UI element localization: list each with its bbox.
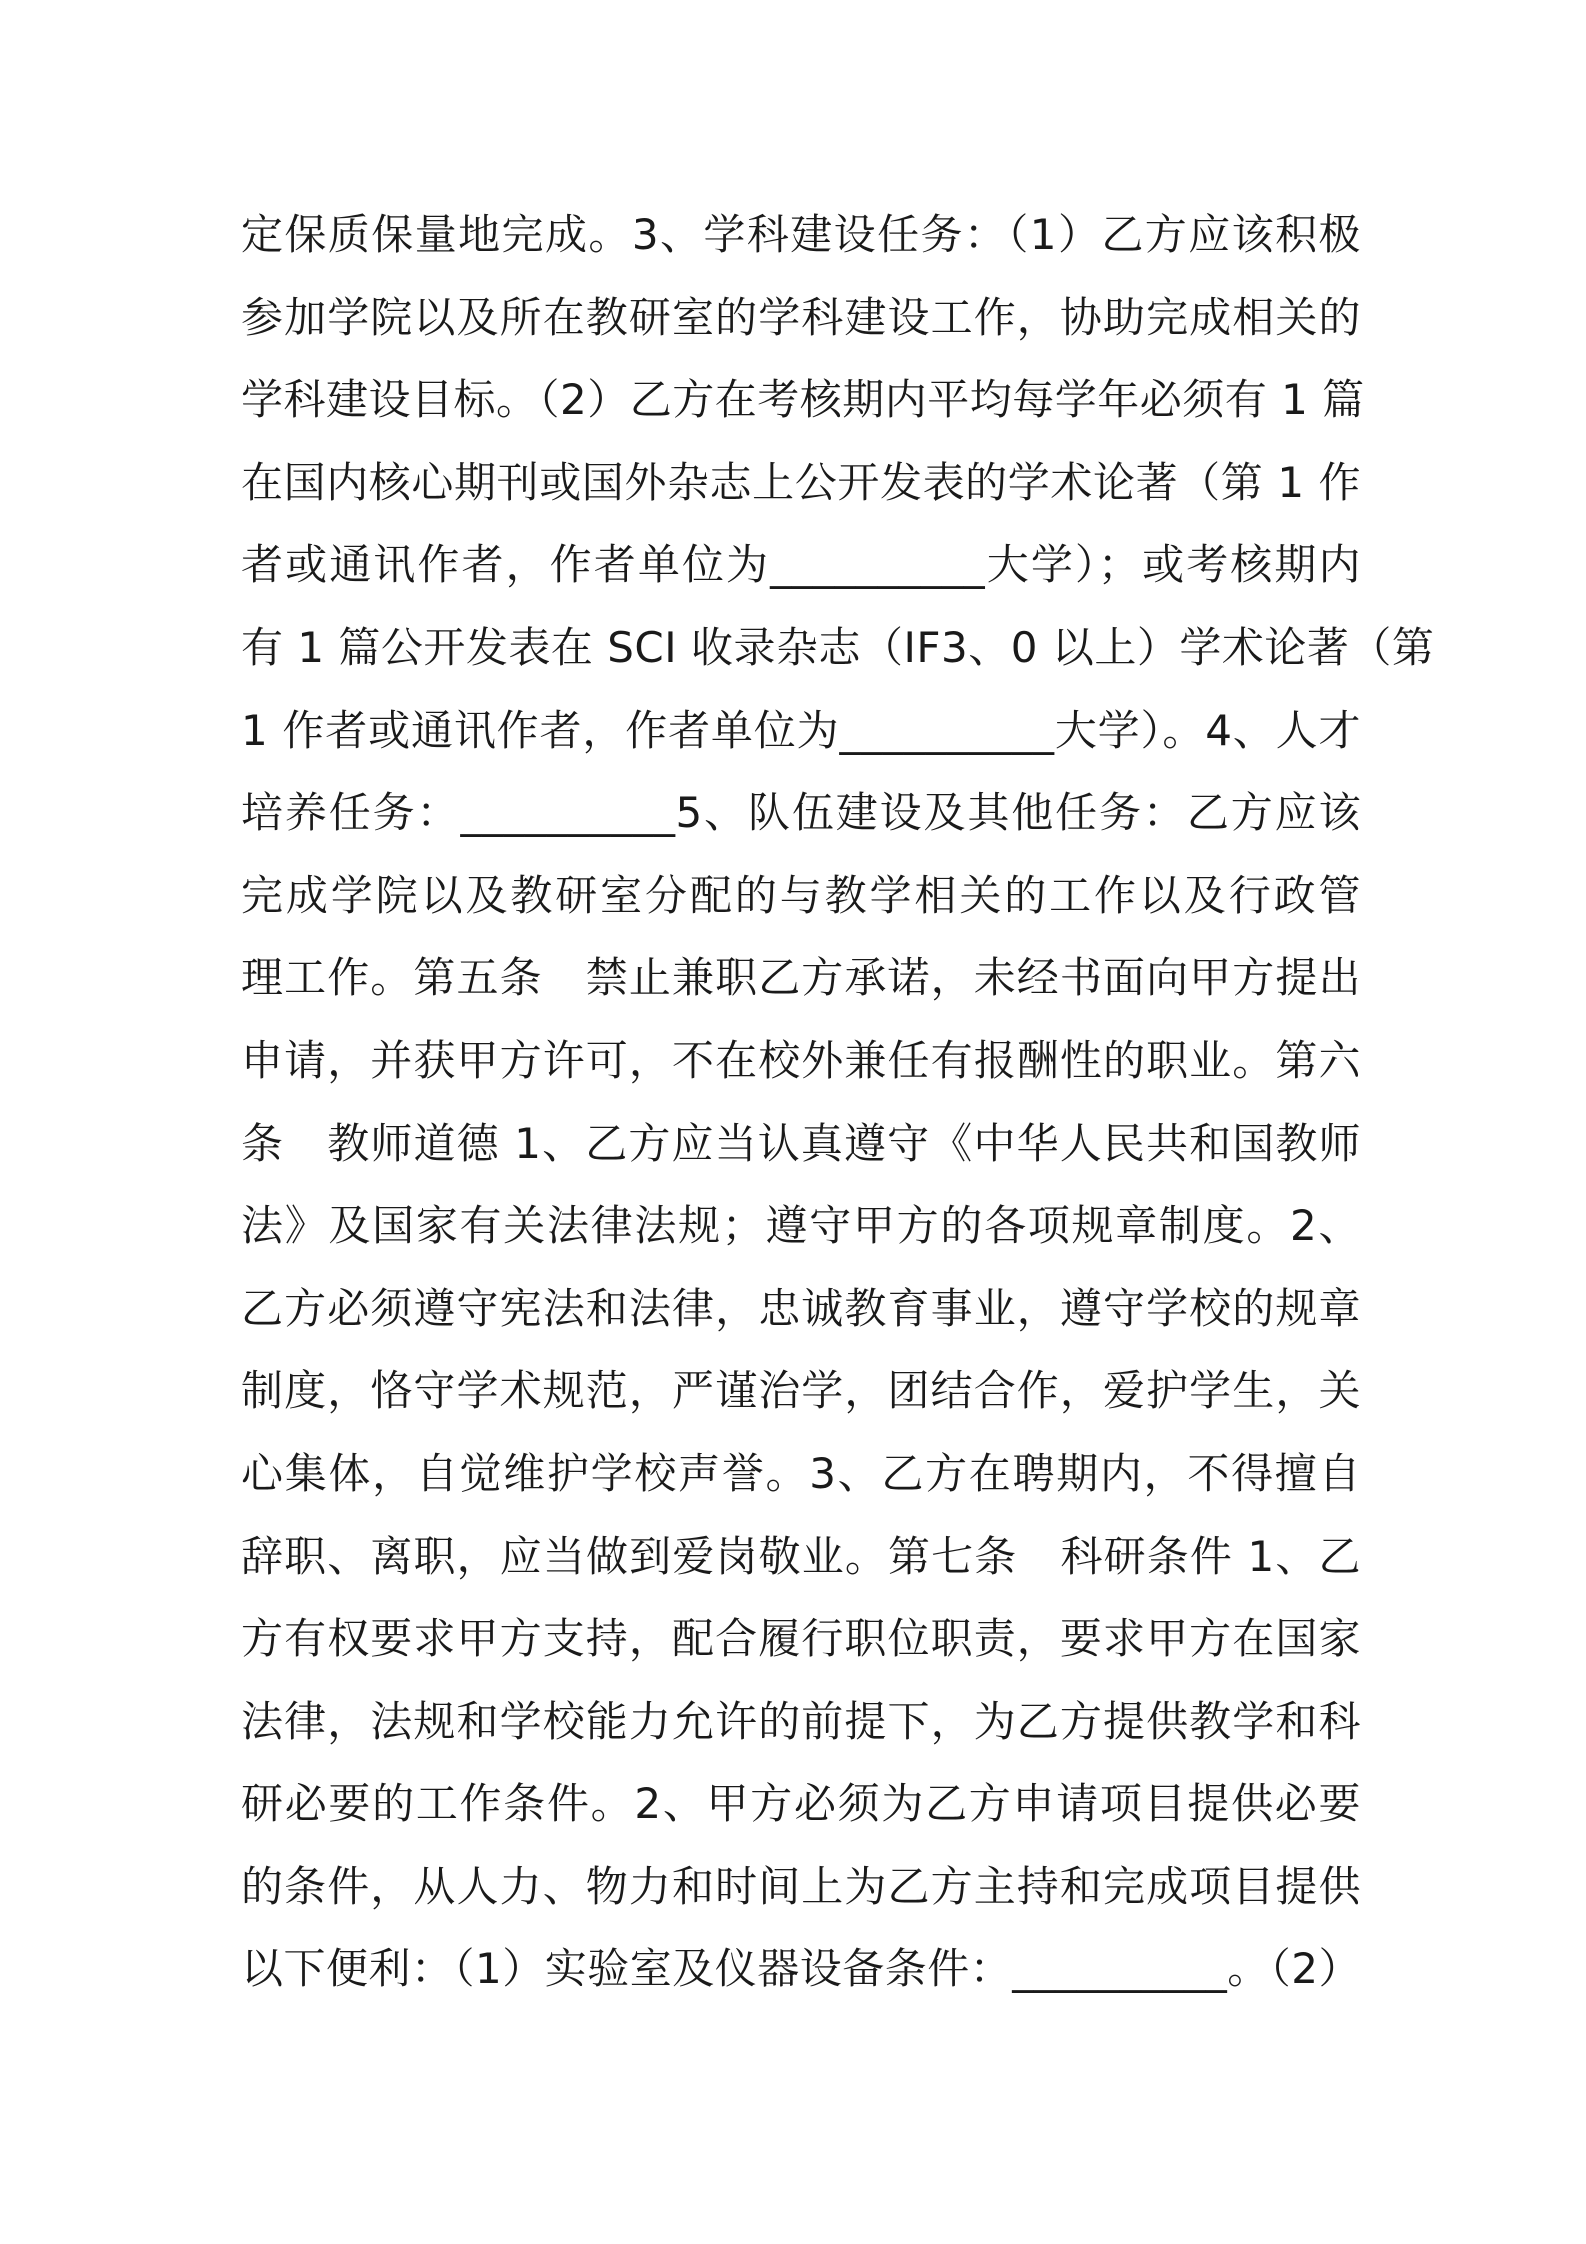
text-line-16: 心集体，自觉维护学校声誉。3、乙方在聘期内，不得擅自: [241, 1448, 1361, 1498]
body-text: [241, 194, 1435, 2011]
text-line-10: 理工作。第五条 禁止兼职乙方承诺，未经书面向甲方提出: [241, 953, 1361, 1003]
text-line-9: 完成学院以及教研室分配的与教学相关的工作以及行政管: [241, 870, 1361, 920]
text-line-19: 法律，法规和学校能力允许的前提下，为乙方提供教学和科: [241, 1696, 1361, 1746]
text-line-5: 者或通讯作者，作者单位为__________大学）；或考核期内: [241, 540, 1361, 590]
text-line-8: 培养任务：__________5、队伍建设及其他任务：乙方应该: [241, 788, 1361, 838]
text-line-3: 学科建设目标。（2）乙方在考核期内平均每学年必须有 1 篇: [241, 375, 1365, 425]
text-line-15: 制度，恪守学术规范，严谨治学，团结合作，爱护学生，关: [241, 1366, 1361, 1416]
text-line-21: 的条件，从人力、物力和时间上为乙方主持和完成项目提供: [241, 1861, 1361, 1911]
text-line-2: 参加学院以及所在教研室的学科建设工作，协助完成相关的: [241, 292, 1361, 342]
text-line-12: 条 教师道德 1、乙方应当认真遵守《中华人民共和国教师: [241, 1118, 1361, 1168]
text-line-11: 申请，并获甲方许可，不在校外兼任有报酬性的职业。第六: [241, 1035, 1361, 1085]
text-line-4: 在国内核心期刊或国外杂志上公开发表的学术论著（第 1 作: [241, 457, 1361, 507]
text-line-6: 有 1 篇公开发表在 SCI 收录杂志（IF3、0 以上）学术论著（第: [241, 622, 1435, 672]
text-line-7: 1 作者或通讯作者，作者单位为__________大学）。4、人才: [241, 705, 1361, 755]
text-line-14: 乙方必须遵守宪法和法律，忠诚教育事业，遵守学校的规章: [241, 1283, 1361, 1333]
text-line-1: 定保质保量地完成。3、学科建设任务：（1）乙方应该积极: [241, 210, 1361, 259]
text-line-22: 以下便利：（1）实验室及仪器设备条件：__________。（2）: [241, 1944, 1361, 1994]
text-line-18: 方有权要求甲方支持，配合履行职位职责，要求甲方在国家: [241, 1614, 1361, 1664]
text-line-20: 研必要的工作条件。2、甲方必须为乙方申请项目提供必要: [241, 1779, 1361, 1829]
text-line-17: 辞职、离职，应当做到爱岗敬业。第七条 科研条件 1、乙: [241, 1531, 1361, 1581]
text-line-13: 法》及国家有关法律法规；遵守甲方的各项规章制度。2、: [241, 1201, 1361, 1251]
